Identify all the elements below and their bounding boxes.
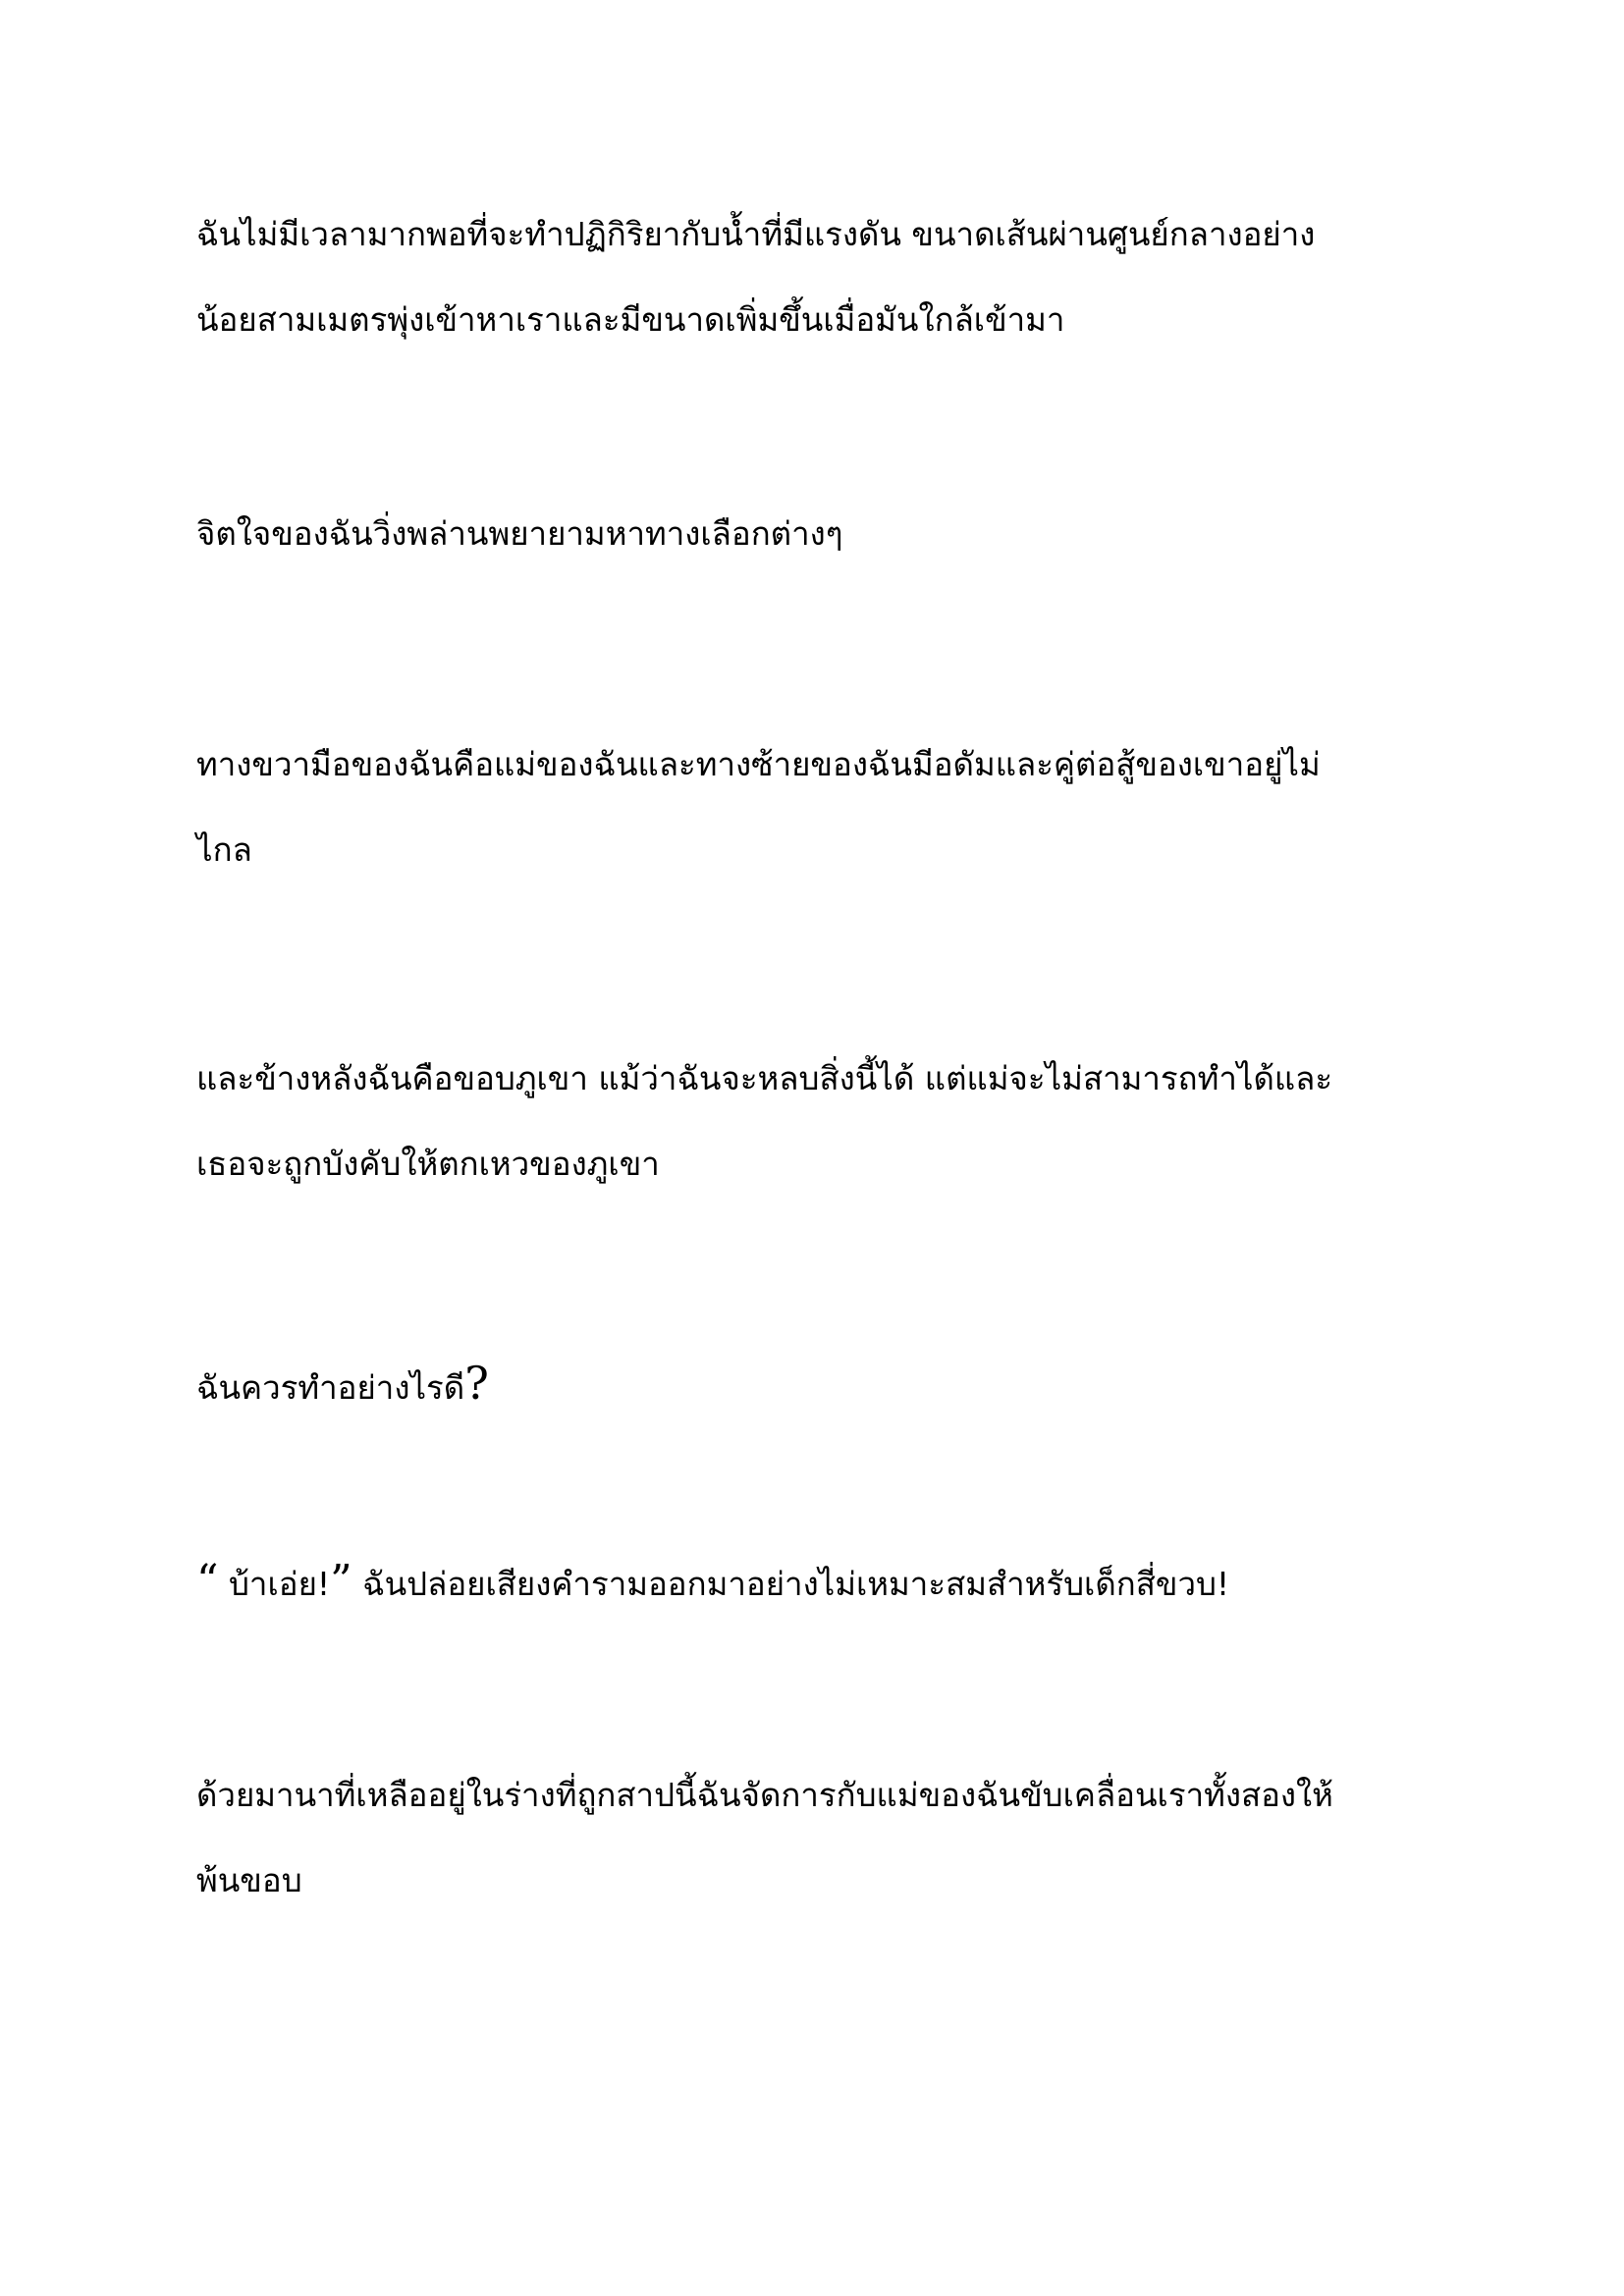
paragraph-1 xyxy=(196,191,1434,362)
paragraph-1-line-1: ฉันไม่มีเวลามากพอที่จะทำปฏิกิริยากับน้ำที่มีแรงดัน ขนาดเส้นผ่านศูนย์กลางอย่าง xyxy=(196,215,1316,253)
paragraph-4-line-2: เธอจะถูกบังคับให้ตกเหวของภูเขา xyxy=(196,1145,660,1183)
paragraph-3-line-2: ไกล xyxy=(196,830,252,869)
question-mark: ? xyxy=(464,1357,489,1410)
close-quote: ” xyxy=(330,1556,352,1606)
paragraph-7-line-1: ด้วยมานาที่เหลืออยู่ในร่างที่ถูกสาปนี้ฉันจัดการกับแม่ของฉันขับเคลื่อนเราทั้งสองให้ xyxy=(196,1776,1333,1814)
paragraph-4-line-1: และข้างหลังฉันคือขอบภูเขา แม้ว่าฉันจะหลบสิ่งนี้ได้ แต่แม่จะไม่สามารถทำได้และ xyxy=(196,1059,1333,1097)
paragraph-2-line-1: จิตใจของฉันวิ่งพล่านพยายามหาทางเลือกต่างๆ xyxy=(196,514,843,553)
paragraph-1-line-2: น้อยสามเมตรพุ่งเข้าหาเราและมีขนาดเพิ่มขึ้นเมื่อมันใกล้เข้ามา xyxy=(196,300,1065,339)
quoted-speech: บ้าเอ่ย! xyxy=(218,1565,331,1603)
paragraph-7 xyxy=(196,1752,1434,1923)
paragraph-5 xyxy=(196,1345,1434,1430)
open-quote: “ xyxy=(196,1556,219,1606)
paragraph-4 xyxy=(196,1036,1434,1206)
paragraph-7-line-2: พ้นขอบ xyxy=(196,1861,302,1899)
paragraph-5-text: ฉันควรทำอย่างไรดี xyxy=(196,1368,465,1407)
paragraph-6 xyxy=(196,1541,1434,1627)
paragraph-3 xyxy=(196,721,1434,892)
paragraph-6-text: ฉันปล่อยเสียงคำรามออกมาอย่างไม่เหมาะสมสำหรับเด็กสี่ขวบ! xyxy=(352,1565,1230,1603)
paragraph-3-line-1: ทางขวามือของฉันคือแม่ของฉันและทางซ้ายของฉันมีอดัมและคู่ต่อสู้ของเขาอยู่ไม่ xyxy=(196,745,1321,783)
paragraph-2 xyxy=(196,491,1434,576)
